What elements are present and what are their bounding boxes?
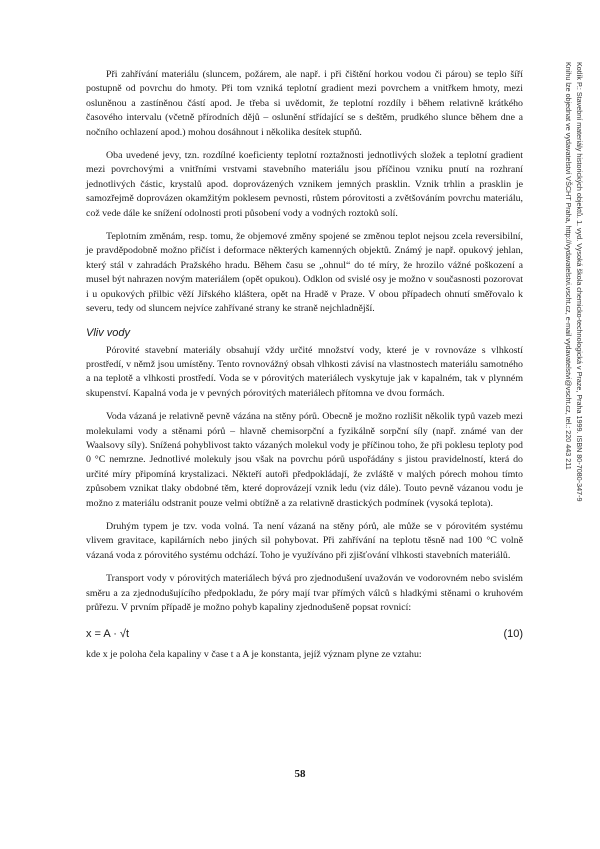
- equation-number: (10): [503, 628, 523, 641]
- paragraph-bound-water: Voda vázaná je relativně pevně vázána na stěny pórů. Obecně je možno rozlišit několik typů vazeb mezi molekulami vody a stěnami pórů – hlavně chemisorpční a fyzikálně sorpční síly (např. známé van der Waalsovy síly). Snížená pohyblivost takto vázaných molekul vody je příčinou toho, že při poklesu teploty pod 0 °C nemrzne. Jednotlivé molekuly jsou však na povrchu pórů uspořádány s jistou pravidelností, která do určité míry připomíná krystalizaci. Někteří autoři předpokládají, že zvláště v malých pórech mohou tímto způsobem vznikat tlaky obdobné těm, které doprovázejí vznik ledu (viz dále). Touto pevně vázanou vodu je možno z materiálu odstranit pouze velmi obtížně a za relativně drastických podmínek (vysoká teplota).: [86, 411, 523, 509]
- page-number: 58: [294, 768, 306, 780]
- equation-formula: x = A · √t: [86, 628, 130, 641]
- paragraph-equation-explanation: kde x je poloha čela kapaliny v čase t a A je konstanta, jejíž význam plyne ze vztahu:: [86, 649, 422, 661]
- paragraph-free-water: Druhým typem je tzv. voda volná. Ta není vázaná na stěny pórů, ale může se v pórovitém systému vlivem gravitace, kapilárních nebo jiných sil pohybovat. Při zahřívání na teplotu těsně nad 100 °C volně vázaná voda z pórovitého systému odchází. Toho je využíváno při zjišťování vlhkosti stavebních materiálů.: [86, 520, 523, 561]
- paragraph-water-transport: Transport vody v pórovitých materiálech bývá pro zjednodušení uvažován ve vodorovném nebo svislém směru a za zjednodušujícího předpokladu, že póry mají tvar přímých válců s hladkými stěnami o kruhovém průřezu. V prvním případě je možno pohyb kapaliny zjednodušeně popsat rovnicí:: [86, 573, 523, 613]
- paragraph-deformation: Teplotním změnám, resp. tomu, že objemové změny spojené se změnou teplot nejsou zcela reversibilní, je pravděpodobně možno přičíst i deformace některých kamenných objektů. Známý je např. opukový jehlan, který stál v zahradách Pražského hradu. Během času se „ohnul“ do té míry, že hrozilo vážné poškození a musel být nahrazen novým materiálem (opět opukou). Odklon od svislé osy je možno v současnosti pozorovat i u opukových přilbic věží Jiřského kláštera, opět na Hradě v Praze. V obou případech ohnutí směřovalo k severu, tedy od sluncem nejvíce zahřívané strany ke straně nejchladnější.: [86, 231, 523, 315]
- paragraph-thermal-gradient: Oba uvedené jevy, tzn. rozdílné koeficienty teplotní roztažnosti jednotlivých složek a teplotní gradient mezi povrchovými a vnitřními vrstvami stavebního materiálu jsou příčinou vzniku pnutí na rozhraní jednotlivých částic, krystalů apod. doprovázených vznikem jemných prasklin. Vznik trhlin a prasklin je samozřejmě doprovázen okamžitým poklesem pevnosti, růstem pórovitosti a zvětšováním povrchu materiálu, což vede dále ke snížení odolnosti proti působení vody a vodných roztoků solí.: [86, 150, 523, 219]
- side-citation-line-2: Knihu lze objednat ve vydavatelství VŠCHT Praha, http://vydavatelstvi.vscht.cz, e-mail vydavatelstvi@vscht.cz, tel.: 220 443 211: [564, 62, 574, 470]
- paragraph-porous-materials: Pórovité stavební materiály obsahují vždy určité množství vody, které je v rovnováze s vlhkostí prostředí, v němž jsou umístěny. Tento rovnovážný obsah vlhkosti závisí na vlastnostech materiálu samotného a na teplotě a vlhkosti prostředí. Voda se v pórovitých materiálech vyskytuje jak v kapalném, tak v plynném skupenství. Kapalná voda je v pevných pórovitých materiálech přítomna ve dvou formách.: [86, 344, 523, 399]
- side-citation-line-1: Kotlík P.: Stavební materiály historických objektů. 1. vyd. Vysoká škola chemicko-technologická v Praze, Praha 1999. ISBN 80-7080-347-9: [575, 62, 584, 502]
- paragraph-heating: Při zahřívání materiálu (sluncem, požárem, ale např. i při čištění horkou vodou či párou) se teplo šíří postupně od povrchu do hmoty. Při tom vzniká teplotní gradient mezi povrchem a vnitřkem hmoty, mezi osluněnou a zastíněnou částí apod. Je třeba si uvědomit, že teplotní rozdíly i během relativně krátkého časového intervalu (včetně přírodních dějů – oslunění střídající se s deštěm, prudkého slunce během dne a nočního ochlazení apod.) mohou dosáhnout i několika desítek stupňů.: [86, 69, 523, 138]
- side-citation: [546, 62, 584, 622]
- page-body: [86, 68, 523, 672]
- equation: [86, 624, 523, 644]
- section-heading: Vliv vody: [86, 326, 131, 339]
